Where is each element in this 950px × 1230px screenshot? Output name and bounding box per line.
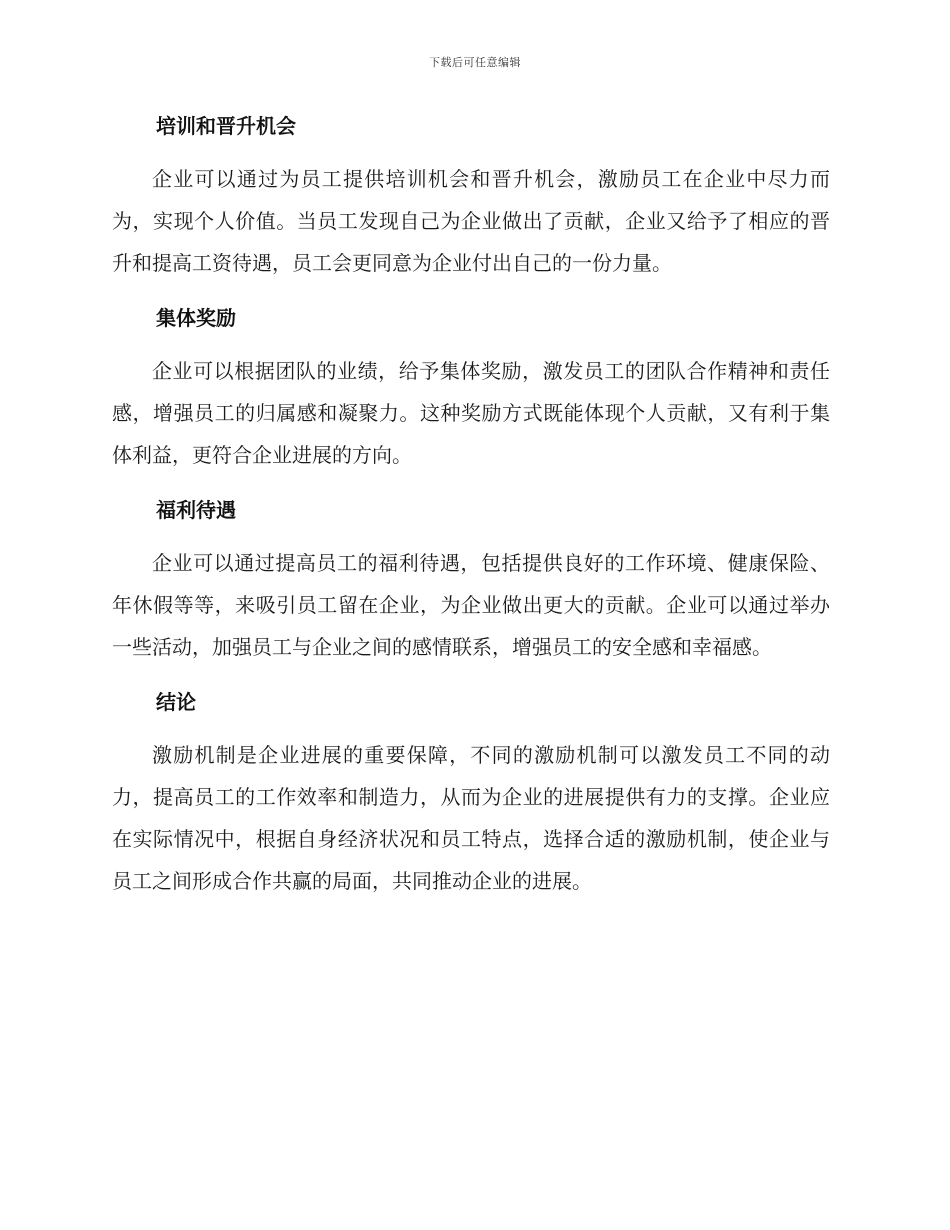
section-heading: 结论: [156, 690, 196, 714]
section-paragraph: 企业可以通过为员工提供培训机会和晋升机会，激励员工在企业中尽力而为，实现个人价值。当员工发现自己为企业做出了贡献，企业又给予了相应的晋升和提高工资待遇，员工会更同意为企业付出自己的一份力量。: [112, 167, 830, 275]
section-collective-reward: [112, 300, 830, 476]
document-content: [112, 108, 830, 918]
section-benefits: [112, 492, 830, 668]
section-paragraph: 企业可以根据团队的业绩，给予集体奖励，激发员工的团队合作精神和责任感，增强员工的归属感和凝聚力。这种奖励方式既能体现个人贡献，又有利于集体利益，更符合企业进展的方向。: [112, 359, 830, 467]
section-heading: 培训和晋升机会: [156, 114, 296, 138]
section-heading: 集体奖励: [156, 306, 236, 330]
section-paragraph: 激励机制是企业进展的重要保障，不同的激励机制可以激发员工不同的动力，提高员工的工作效率和制造力，从而为企业的进展提供有力的支撑。企业应在实际情况中，根据自身经济状况和员工特点，选择合适的激励机制，使企业与员工之间形成合作共赢的局面，共同推动企业的进展。: [112, 743, 830, 893]
section-heading: 福利待遇: [156, 498, 236, 522]
page-header: 下载后可任意编辑: [429, 56, 521, 69]
section-training-promotion: [112, 108, 830, 284]
section-conclusion: [112, 684, 830, 902]
section-paragraph: 企业可以通过提高员工的福利待遇，包括提供良好的工作环境、健康保险、年休假等等，来吸引员工留在企业，为企业做出更大的贡献。企业可以通过举办一些活动，加强员工与企业之间的感情联系，增强员工的安全感和幸福感。: [112, 551, 830, 659]
